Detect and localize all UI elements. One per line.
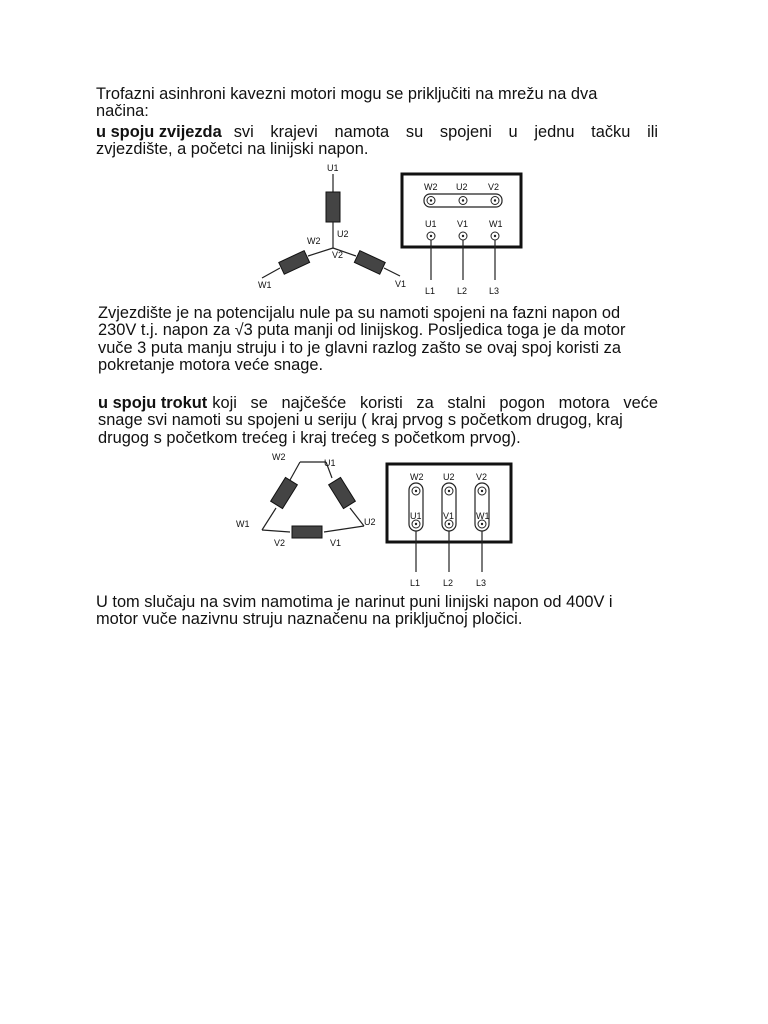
delta-explain-paragraph [96,594,658,629]
star-line-l1: L1 [425,286,436,296]
star-label-v2: V2 [332,250,344,260]
delta-winding-diagram [232,452,387,552]
star-line-1-text: svi krajevi namota su spojeni u jednu tačku ili [233,123,658,141]
star-term-bot-3: W1 [489,219,503,229]
star-winding-u [326,192,340,222]
star-term-top-1: W2 [424,182,438,192]
delta-label-v1: V1 [330,538,342,548]
delta-term-top-1: W2 [410,472,424,482]
intro-line-1: Trofazni asinhroni kavezni motori mogu se priključiti na mrežu na dva [96,85,598,103]
star-explain-line-4: pokretanje motora veće snage. [98,356,324,375]
star-term-top-2: U2 [456,182,468,192]
delta-line-l2: L2 [443,578,454,588]
delta-term-bot-1: U1 [410,511,422,521]
star-line-l3: L3 [489,286,500,296]
star-winding-diagram [240,160,410,295]
star-label-w1: W1 [258,280,272,290]
delta-term-bot-3: W1 [476,511,490,521]
star-label-u2: U2 [337,229,349,239]
star-line-l2: L2 [457,286,468,296]
delta-label-u1: U1 [324,458,336,468]
delta-term-top-3: V2 [476,472,488,482]
delta-term-bot-2: V1 [443,511,455,521]
delta-heading: u spoju trokut [98,394,208,412]
star-explain-line-3: vuče 3 puta manju struju i to je glavni razlog zašto se ovaj spoj koristi za [98,338,621,357]
star-term-bot-1: U1 [425,219,437,229]
star-line-1 [96,124,658,141]
star-heading: u spoju zvijezda [96,123,222,141]
star-explain-paragraph [98,305,658,375]
delta-winding-w [271,477,298,508]
delta-line-l3: L3 [476,578,487,588]
delta-winding-v [292,526,322,538]
delta-explain-line-2: motor vuče nazivnu struju naznačenu na priključnoj pločici. [96,610,523,629]
star-winding-w [279,251,310,275]
intro-paragraph [96,86,658,121]
star-explain-line-1: Zvjezdište je na potencijalu nule pa su namoti spojeni na fazni napon od [98,304,621,322]
delta-line-1 [98,395,658,412]
delta-line-3: drugog s početkom trećeg i kraj trećeg s početkom prvog). [98,428,521,447]
star-term-top-3: V2 [488,182,500,192]
delta-label-w1: W1 [236,519,250,529]
delta-line-l1: L1 [410,578,421,588]
intro-line-2: načina: [96,102,149,121]
delta-term-top-2: U2 [443,472,455,482]
delta-label-w2: W2 [272,452,286,462]
delta-label-u2: U2 [364,517,376,527]
star-label-v1: V1 [395,279,407,289]
star-label-u1: U1 [327,163,339,173]
star-terminal-box [400,172,525,300]
star-label-w2: W2 [307,236,321,246]
delta-line-2: snage svi namoti su spojeni u seriju ( kraj prvog s početkom drugog, kraj [98,411,623,430]
delta-paragraph [98,395,658,447]
star-winding-v [354,251,385,275]
star-line-2: zvjezdište, a početci na linijski napon. [96,140,369,159]
delta-label-v2: V2 [274,538,286,548]
star-paragraph [96,124,658,159]
delta-line-1-text: koji se najčešće koristi za stalni pogon motora veće [212,394,658,412]
delta-winding-u [329,477,356,508]
star-term-bot-2: V1 [457,219,469,229]
delta-explain-line-1: U tom slučaju na svim namotima je narinut puni linijski napon od 400V i [96,593,613,611]
delta-terminal-box [385,462,515,590]
star-explain-line-2: 230V t.j. napon za √3 puta manji od linijskog. Posljedica toga je da motor [98,321,626,340]
